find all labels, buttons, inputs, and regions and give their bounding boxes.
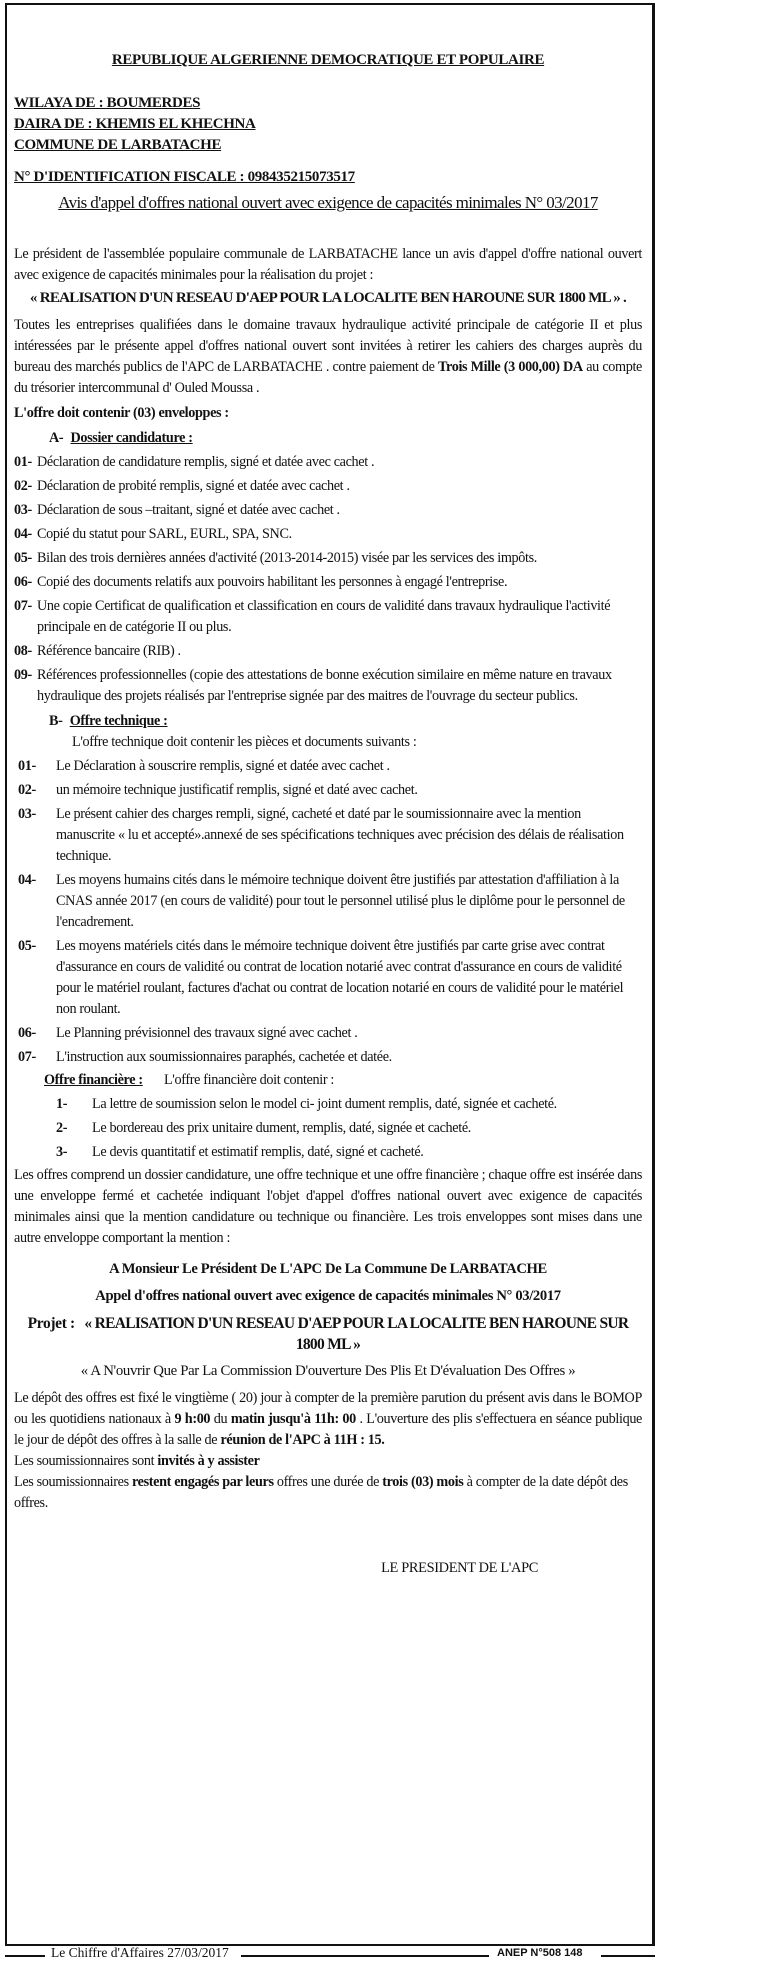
technical-item-text: Le Déclaration à souscrire remplis, signé et datée avec cachet . [56,758,390,774]
financial-list [14,1094,642,1163]
financial-intro: L'offre financière doit contenir : [163,1072,334,1088]
candidature-item-number: 05- [14,550,32,566]
candidature-item [14,665,642,707]
section-b-title: Offre technique : [69,713,168,729]
candidature-item-text: Bilan des trois dernières années d'activité (2013-2014-2015) visée par les services des impôts. [37,550,538,566]
candidature-item-number: 02- [14,478,32,494]
candidature-item-number: 01- [14,454,32,470]
anep-number: ANEP N°508 148 [497,1947,583,1959]
closing-paragraph: Les offres comprend un dossier candidature, une offre technique et une offre financière ; chaque offre est insérée dans une enveloppe fermé et cachetée indiquant l'objet d'appel d'offres national ouvert avec exigence de capacités minimales ainsi que la mention candidature ou technique ou financière. Les trois enveloppes sont mises dans une autre enveloppe comportant la mention : [14,1167,642,1246]
eligibility-text-c: au compte du trésorier intercommunal d' Ouled Moussa . [14,359,642,396]
daira-line: DAIRA DE : KHEMIS EL KHECHNA [14,116,256,132]
engage-c: offres une durée de [273,1474,383,1490]
deposit-time-start: 9 h:00 [174,1411,211,1427]
candidature-item-number: 06- [14,574,32,590]
envelope-address: A Monsieur Le Président De L'APC De La Commune De LARBATACHE [109,1261,547,1277]
technical-item [14,780,642,801]
candidature-item [14,641,642,662]
invitation-line [14,1451,642,1472]
engagement-line [14,1472,642,1514]
technical-item [14,936,642,1020]
financial-item [14,1118,642,1139]
commune-line: COMMUNE DE LARBATACHE [14,137,222,153]
intro-paragraph: Le président de l'assemblée populaire communale de LARBATACHE lance un avis d'appel d'offre national ouvert avec exigence de capacités minimales pour la réalisation du projet : [14,246,642,283]
section-b-letter: B- [49,713,63,729]
deposit-time-end: matin jusqu'à 11h: 00 [230,1411,356,1427]
project-title: « REALISATION D'UN RESEAU D'AEP POUR LA LOCALITE BEN HAROUNE SUR 1800 ML » . [29,290,627,306]
technical-item-number: 06- [18,1025,36,1041]
republic-heading: REPUBLIQUE ALGERIENNE DEMOCRATIQUE ET POPULAIRE [111,52,545,68]
signature: LE PRESIDENT DE L'APC [381,1560,538,1576]
candidature-item-text: Référence bancaire (RIB) . [37,643,181,659]
technical-item-number: 04- [18,872,36,888]
financial-heading [14,1070,642,1091]
technical-item-number: 03- [18,806,36,822]
envelope-do-not-open: « A N'ouvrir Que Par La Commission D'ouverture Des Plis Et D'évaluation Des Offres » [80,1363,576,1379]
technical-list [14,756,642,1068]
financial-title: Offre financière : [44,1072,143,1088]
engage-a: Les soumissionnaires [14,1474,132,1490]
deposit-a: Le dépôt des offres est fixé le vingtième ( 20) jour à compter de la première parution du présent avis dans le BOMOP ou les quotidiens nationaux à [14,1390,642,1427]
candidature-item-number: 03- [14,502,32,518]
financial-item-text: La lettre de soumission selon le model ci- joint dument remplis, daté, signée et cacheté. [92,1096,557,1112]
section-a-title: Dossier candidature : [70,430,193,446]
candidature-item-text: Copié des documents relatifs aux pouvoirs habilitant les personnes à engagé l'entreprise. [37,574,508,590]
tender-notice [14,50,642,1579]
technical-item [14,1023,642,1044]
candidature-item-text: Copié du statut pour SARL, EURL, SPA, SNC. [37,526,292,542]
technical-item [14,804,642,867]
candidature-item-text: Déclaration de sous –traitant, signé et datée avec cachet . [37,502,340,518]
candidature-item-text: Références professionnelles (copie des attestations de bonne exécution similaire en même nature en travaux hydraulique des projets réalisés par l'entreprise signée par des maitres de l'ouvrage du secteur publics. [37,667,612,704]
envelope-project-label: Projet : [27,1315,75,1332]
technical-item-text: L'instruction aux soumissionnaires paraphés, cachetée et datée. [56,1049,392,1065]
candidature-item [14,572,642,593]
footer-rule-right [601,1955,655,1957]
financial-item-text: Le bordereau des prix unitaire dument, remplis, daté, signée et cacheté. [92,1120,471,1136]
envelope-project [14,1313,642,1355]
candidature-item-number: 04- [14,526,32,542]
fee-amount: Trois Mille (3 000,00) DA [437,359,583,375]
financial-item-number: 3- [56,1144,68,1160]
eligibility-text-a: Toutes les entreprises qualifiées dans le domaine travaux hydraulique activité principale de catégorie II et plus intéressées par le présente appel d'offres national ouvert sont invitées à retirer les cahiers des charges auprès du bureau des marchés publics de l'APC de LARBATACHE . contre paiement de [14,317,642,375]
footer [5,1944,655,1964]
technical-item-number: 02- [18,782,36,798]
financial-item [14,1142,642,1163]
envelope-project-title: « REALISATION D'UN RESEAU D'AEP POUR LA LOCALITE BEN HAROUNE SUR 1800 ML » [84,1315,629,1353]
candidature-list [14,452,642,707]
technical-item-text: Le Planning prévisionnel des travaux signé avec cachet . [56,1025,358,1041]
candidature-item [14,476,642,497]
technical-item-text: Les moyens matériels cités dans le mémoire technique doivent être justifiés par carte grise avec contrat d'assurance en cours de validité ou contrat de location notarié avec contrat d'assurance en cours de validité pour le matériel roulant, factures d'achat ou contrat de location notarié en cours de validité pour le matériel non roulant. [56,938,624,1017]
publication-line: Le Chiffre d'Affaires 27/03/2017 [51,1945,229,1960]
candidature-item [14,500,642,521]
financial-item-text: Le devis quantitatif et estimatif remplis, daté, signé et cacheté. [92,1144,424,1160]
engage-e: à compter de la date dépôt des offres. [14,1474,628,1511]
opening-time: réunion de l'APC à 11H : 15. [220,1432,385,1448]
technical-item-text: Les moyens humains cités dans le mémoire technique doivent être justifiés par attestation d'affiliation à la CNAS année 2017 (en cours de validité) pour tout le personnel utilisé plus le diplôme pour le personnel de l'encadrement. [56,872,625,930]
technical-item-number: 01- [18,758,36,774]
notice-title: Avis d'appel d'offres national ouvert avec exigence de capacités minimales N° 03/2017 [58,193,598,212]
tax-id-line: N° D'IDENTIFICATION FISCALE : 098435215073517 [14,169,355,185]
eligibility-paragraph [14,315,642,399]
footer-rule-middle [241,1955,489,1957]
technical-item-text: un mémoire technique justificatif remplis, signé et daté avec cachet. [56,782,418,798]
invite-b: invités à y assister [157,1453,260,1469]
financial-item [14,1094,642,1115]
candidature-item-text: Une copie Certificat de qualification et classification en cours de validité dans travaux hydraulique l'activité principale en de catégorie II ou plus. [37,598,611,635]
candidature-item [14,596,642,638]
section-b-intro: L'offre technique doit contenir les pièces et documents suivants : [72,734,417,750]
deposit-e: . L'ouverture des plis s'effectuera en séance publique le jour de dépôt des offres à la salle de [14,1411,643,1448]
section-a-heading [14,428,642,449]
deposit-c: du [210,1411,231,1427]
engage-b: restent engagés par leurs [131,1474,274,1490]
technical-item-text: Le présent cahier des charges rempli, signé, cacheté et daté par le soumissionnaire avec la mention manuscrite « lu et accepté».annexé de ses spécifications techniques avec précision des délais de réalisation technique. [56,806,624,864]
deposit-paragraph [14,1388,642,1451]
footer-rule-left [5,1955,45,1957]
candidature-item [14,524,642,545]
candidature-item-number: 07- [14,598,32,614]
technical-item [14,1047,642,1068]
technical-item [14,870,642,933]
wilaya-line: WILAYA DE : BOUMERDES [14,95,201,111]
candidature-item-text: Déclaration de probité remplis, signé et datée avec cachet . [37,478,350,494]
technical-item-number: 05- [18,938,36,954]
candidature-item-text: Déclaration de candidature remplis, signé et datée avec cachet . [37,454,375,470]
section-a-letter: A- [49,430,64,446]
financial-item-number: 1- [56,1096,68,1112]
technical-item [14,756,642,777]
candidature-item-number: 08- [14,643,32,659]
invite-a: Les soumissionnaires sont [14,1453,158,1469]
envelope-tender-ref: Appel d'offres national ouvert avec exigence de capacités minimales N° 03/2017 [95,1288,561,1304]
engage-d: trois (03) mois [382,1474,464,1490]
candidature-item [14,548,642,569]
financial-item-number: 2- [56,1120,68,1136]
envelopes-heading: L'offre doit contenir (03) enveloppes : [14,405,229,421]
candidature-item-number: 09- [14,667,32,683]
section-b-heading [14,711,642,732]
technical-item-number: 07- [18,1049,36,1065]
candidature-item [14,452,642,473]
